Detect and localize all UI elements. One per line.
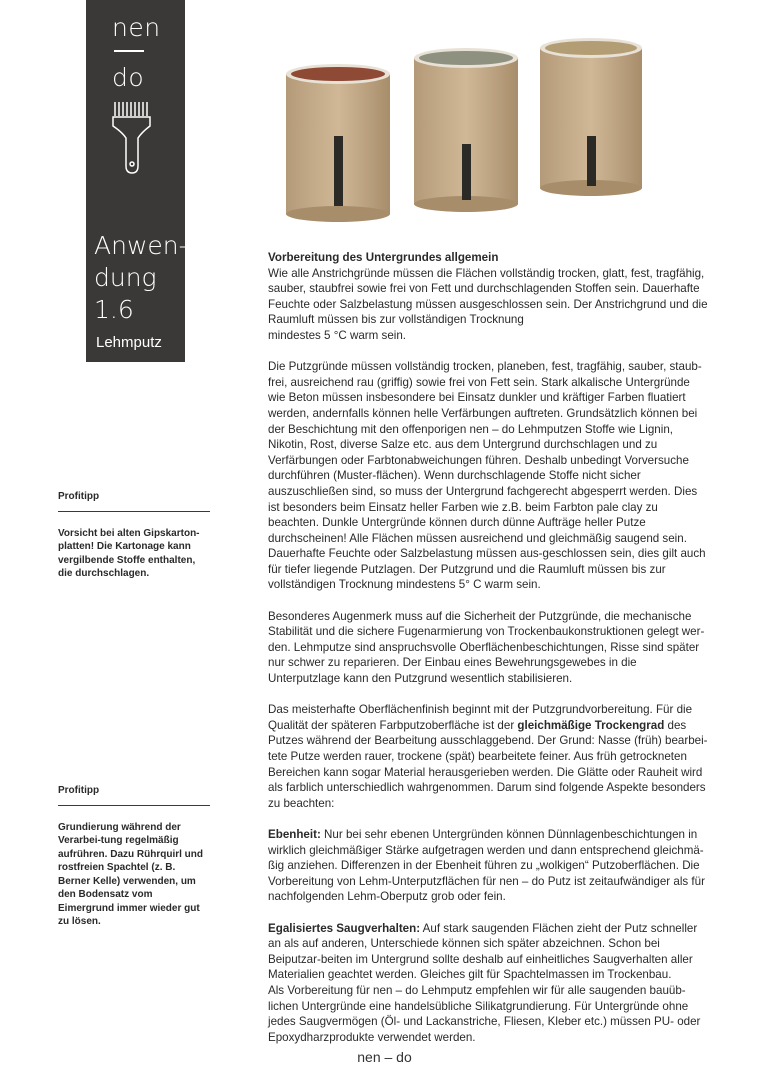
profitipp-1-title: Profitipp bbox=[58, 490, 210, 512]
brand-sidebar bbox=[86, 0, 188, 362]
product-photo-tubes bbox=[280, 36, 650, 226]
profitipp-1 bbox=[58, 490, 210, 581]
logo-do: do bbox=[112, 63, 145, 92]
paragraph-3: Besonderes Augenmerk muss auf die Sicherheit der Putzgründe, die mechanische Stabilität und die sichere Fugenarmierung von Trockenbaukonstruktionen gelegt wer-den. Lehmputze sind anspruchsvolle Oberflächenbeschichtungen, Risse sind später nur schwer zu reparieren. Der Einbau eines Bewehrungsgewebes in die Unterputzlage kann den Putzgrund wesentlich stabilisieren. bbox=[268, 609, 705, 686]
section-title-line-3: 1.6 bbox=[94, 295, 134, 324]
section-title-line-2: dung bbox=[94, 263, 157, 292]
paintbrush-icon bbox=[112, 100, 152, 176]
paragraph-saugverhalten bbox=[268, 921, 708, 983]
paragraph-2: Die Putzgründe müssen vollständig trocken, planeben, fest, tragfähig, sauber, staub-frei, ausreichend rau (griffig) sowie frei von Fett sein. Stark alkalische Untergründe wie Beton müssen insbesondere bei Einsatz dunkler und kräftiger Farben fluatiert werden, andernfalls können helle Verfärbungen auftreten. Grundsätzlich können bei der Beschichtung mit den offenporigen nen – do Lehmputzen Stoffe wie Lignin, Nikotin, Rost, diverse Salze etc. aus dem Untergrund durchschlagen und zu Verfärbungen oder Farbtonabweichungen führen. Deshalb unbedingt Vorversuche durchführen (Muster-flächen). Wenn durchschlagende Stoffe nicht sicher auszuschließen sind, so muss der Untergrund fachgerecht abgesperrt werden. Dies ist besonders beim Einsatz heller Farben wie z.B. beim Farbton pale clay zu beachten. Dunkle Untergründe können durch dünne Aufträge heller Putze durchscheinen! Alle Flächen müssen ausreichend und gleichmäßig saugend sein. Dauerhafte Feuchte oder Salzbelastung müssen aus-geschlossen sein, dies gilt auch für tiefer liegende Putzlagen. Der Putzgrund und die Raumluft müssen bis zur vollständigen Trocknung mindestens 5° C warm sein. bbox=[268, 360, 706, 592]
main-content bbox=[268, 250, 708, 1061]
logo-nen: nen bbox=[112, 13, 161, 42]
ebenheit-label: Ebenheit: bbox=[268, 827, 321, 841]
profitipp-2-title: Profitipp bbox=[58, 784, 210, 806]
profitipp-1-body: Vorsicht bei alten Gipskarton-platten! Die Kartonage kann vergilbende Stoffe enthalten, die durchschlagen. bbox=[58, 527, 200, 579]
logo-dash bbox=[114, 50, 144, 52]
tube-ochre bbox=[540, 38, 642, 196]
ebenheit-text: Nur bei sehr ebenen Untergründen können Dünnlagenbeschichtungen in wirklich gleichmäßiger Stärke aufgetragen werden und dann entsprechend gleichmä-ßig anziehen. Differenzen in der Ebenheit führen zu „wolkigen“ Putzoberflächen. Die Vorbereitung von Lehm-Unterputzflächen für nen – do Putz ist zeitaufwändiger als für nachfolgenden Lehm-Oberputz grob oder fein. bbox=[268, 827, 705, 904]
paragraph-4 bbox=[268, 702, 708, 811]
profitipp-2 bbox=[58, 784, 210, 929]
paragraph-ebenheit bbox=[268, 827, 708, 905]
saugverhalten-label: Egalisiertes Saugverhalten: bbox=[268, 921, 421, 935]
page-footer: nen – do bbox=[357, 1049, 412, 1065]
paragraph-1b: mindestes 5 °C warm sein. bbox=[268, 328, 407, 342]
paragraph-4-text-a: Das meisterhafte Oberflächenfinish beginnt mit der Putzgrundvorbereitung. Für die Qualität der späteren Farbputzoberfläche ist der bbox=[268, 703, 693, 732]
paragraph-1: Wie alle Anstrichgründe müssen die Flächen vollständig trocken, glatt, fest, tragfähig, sauber, staubfrei sowie frei von Fett und durchschlagenden Stoffen sein. Dauerhafte Feuchte oder Salzbelastung müssen ausgeschlossen sein. Der Anstrichgrund und die Raumluft müssen bis zur vollständigen Trocknung bbox=[268, 266, 708, 327]
section-title-line-1: Anwen- bbox=[94, 231, 188, 260]
product-label: Lehmputz bbox=[96, 334, 162, 351]
paragraph-4-bold: gleichmäßige Trockengrad bbox=[517, 718, 665, 732]
tube-red bbox=[286, 64, 390, 222]
section-heading: Vorbereitung des Untergrundes allgemein bbox=[268, 251, 499, 264]
paragraph-grundierung: Als Vorbereitung für nen – do Lehmputz empfehlen wir für alle saugenden bauüb-lichen Untergründe eine handelsübliche Silikatgrundierung. Für Untergründe ohne jedes Saugvermögen (Öl- und Lackanstriche, Fliesen, Kleber etc.) müssen PU- oder Epoxydharzprodukte verwendet werden. bbox=[268, 983, 701, 1044]
profitipp-2-body: Grundierung während der Verarbei-tung regelmäßig aufrühren. Dazu Rührquirl und rostfreien Spachtel (z. B. Berner Kelle) verwenden, um den Bodensatz vom Eimergrund immer wieder gut zu lösen. bbox=[58, 821, 203, 927]
section-title bbox=[94, 230, 188, 326]
saugverhalten-text: Auf stark saugenden Flächen zieht der Putz schneller an als auf anderen, Unterschiede können sich später abzeichnen. Schon bei Beiputzar-beiten im Untergrund sollte deshalb auf einheitliches Saugverhalten aller Materialien geachtet werden. Gleiches gilt für Spachtelmassen im Trockenbau. bbox=[268, 921, 698, 982]
paragraph-4-text-b: des Putzes während der Bearbeitung ausschlaggebend. Der Grund: Nasse (früh) bearbei-tete Putze werden rauer, trockene (spät) bearbeitete feiner. Aus früh getrockneten Bereichen kann sogar Material herausgerieben werden. Die Glätte oder Rauheit wird als farblich unterschiedlich wahrgenommen. Darum sind folgende Aspekte besonders zu beachten: bbox=[268, 718, 708, 810]
tube-green bbox=[414, 48, 518, 212]
